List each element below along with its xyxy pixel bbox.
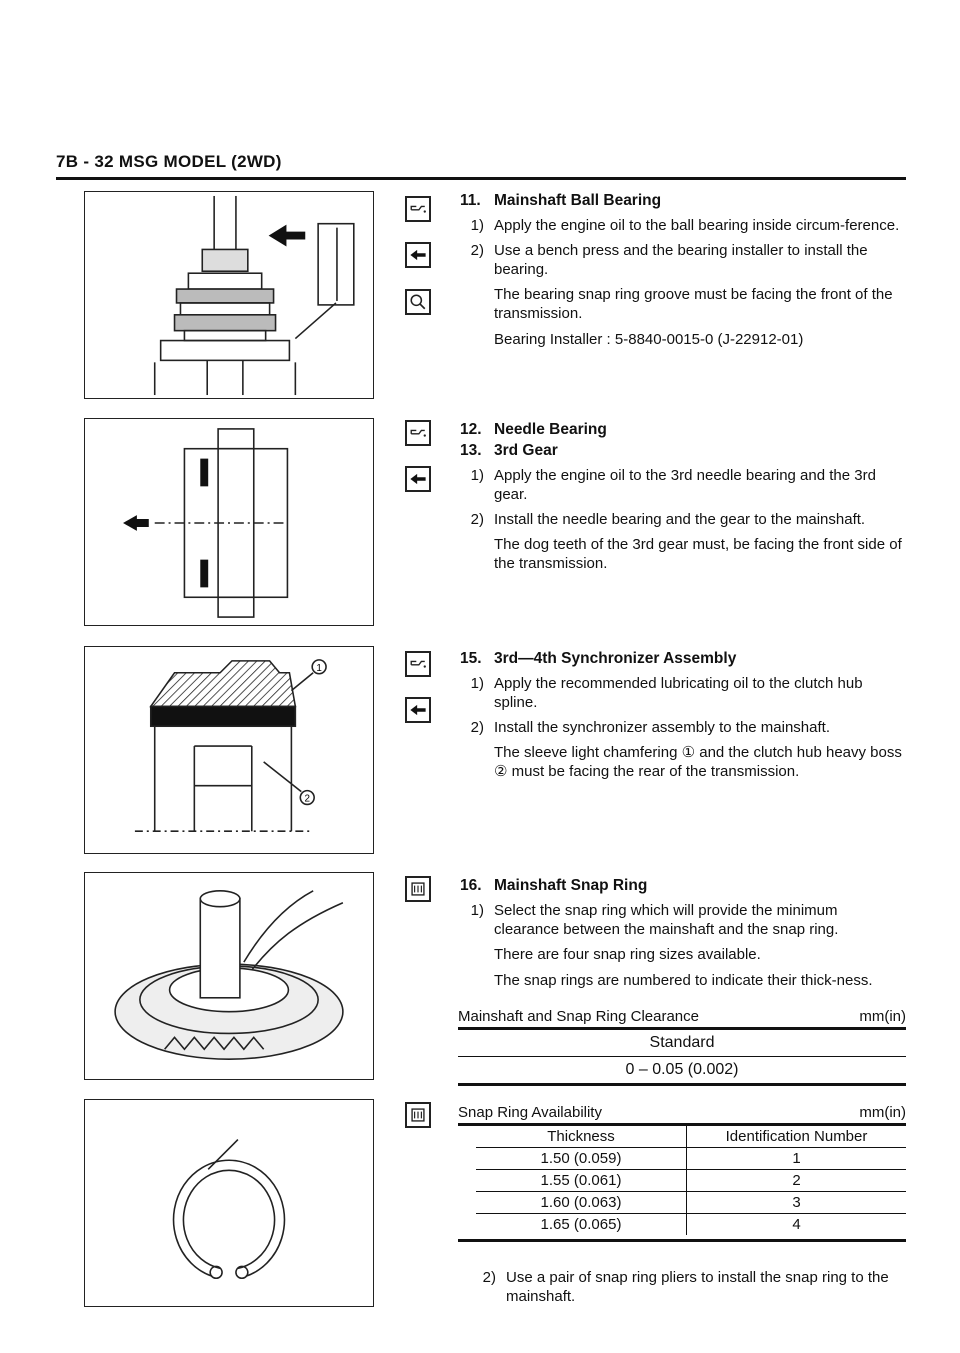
step-item: 2) Install the needle bearing and the gear to the mainshaft. [470, 511, 866, 528]
table-header-row: Thickness Identification Number [476, 1126, 906, 1148]
oil-can-icon [405, 196, 431, 222]
install-arrow-icon [405, 242, 431, 268]
availability-table [458, 1104, 906, 1242]
step-16-item-2: 2) Use a pair of snap ring pliers to install the snap ring to the mainshaft. [482, 1269, 889, 1305]
oil-can-icon [405, 651, 431, 677]
step-item: 1) Select the snap ring which will provide the minimum clearance between the mainshaft and the snap ring. [470, 902, 839, 938]
figure-label-1: 1 [316, 662, 322, 674]
table-row: 1.55 (0.061) 2 [476, 1170, 906, 1192]
step-note: The sleeve light chamfering ① and the clutch hub heavy boss ② must be facing the rear of the transmission. [494, 744, 902, 780]
table-caption: Snap Ring Availability [458, 1104, 602, 1121]
step-note: The snap rings are numbered to indicate their thick-ness. [494, 972, 873, 989]
step-item: 1) Apply the recommended lubricating oil to the clutch hub spline. [470, 675, 863, 711]
oil-can-icon [405, 420, 431, 446]
table-row: 1.50 (0.059) 1 [476, 1148, 906, 1170]
table-unit: mm(in) [859, 1104, 906, 1121]
table-row: 1.60 (0.063) 3 [476, 1192, 906, 1214]
figure-synchronizer-assembly [84, 646, 374, 854]
install-arrow-icon [405, 466, 431, 492]
step-item: 2) Use a bench press and the bearing installer to install the bearing. [470, 242, 868, 278]
availability-grid [476, 1126, 906, 1235]
step-note: There are four snap ring sizes available. [494, 946, 761, 963]
step-12-13 [460, 420, 906, 580]
inspect-magnifier-icon [405, 289, 431, 315]
step-title: 12. Needle Bearing [460, 421, 607, 438]
table-row: 1.65 (0.065) 4 [476, 1214, 906, 1236]
figure-ball-bearing [84, 191, 374, 399]
step-15 [460, 649, 906, 788]
figure-mainshaft-snap-ring-measure [84, 872, 374, 1080]
tool-reference: Bearing Installer : 5-8840-0015-0 (J-22912-01) [494, 331, 804, 348]
figure-snap-ring [84, 1099, 374, 1307]
step-11 [460, 191, 906, 356]
step-title: 16. Mainshaft Snap Ring [460, 877, 648, 894]
step-title: 15. 3rd—4th Synchronizer Assembly [460, 650, 737, 667]
install-arrow-icon [405, 697, 431, 723]
step-item: 1) Apply the engine oil to the 3rd needle bearing and the 3rd gear. [470, 467, 876, 503]
measure-gauge-icon [405, 876, 431, 902]
header-rule [56, 177, 906, 180]
step-note: The bearing snap ring groove must be facing the front of the transmission. [494, 286, 893, 322]
clearance-table [458, 1008, 906, 1086]
step-item: 1) Apply the engine oil to the ball bearing inside circum-ference. [470, 217, 900, 234]
page-header: 7B - 32 MSG MODEL (2WD) [56, 152, 282, 171]
table-cell: 0 – 0.05 (0.002) [625, 1061, 739, 1078]
step-title: 13. 3rd Gear [460, 442, 558, 459]
measure-gauge-icon [405, 1102, 431, 1128]
step-item: 2) Install the synchronizer assembly to the mainshaft. [470, 719, 830, 736]
step-16 [460, 876, 906, 997]
table-caption: Mainshaft and Snap Ring Clearance [458, 1008, 699, 1025]
step-note: The dog teeth of the 3rd gear must, be facing the front side of the transmission. [494, 536, 902, 572]
figure-needle-bearing-3rd-gear [84, 418, 374, 626]
table-header: Standard [649, 1034, 715, 1051]
table-unit: mm(in) [859, 1008, 906, 1025]
figure-label-2: 2 [304, 793, 310, 805]
step-title: 11. Mainshaft Ball Bearing [460, 192, 662, 209]
